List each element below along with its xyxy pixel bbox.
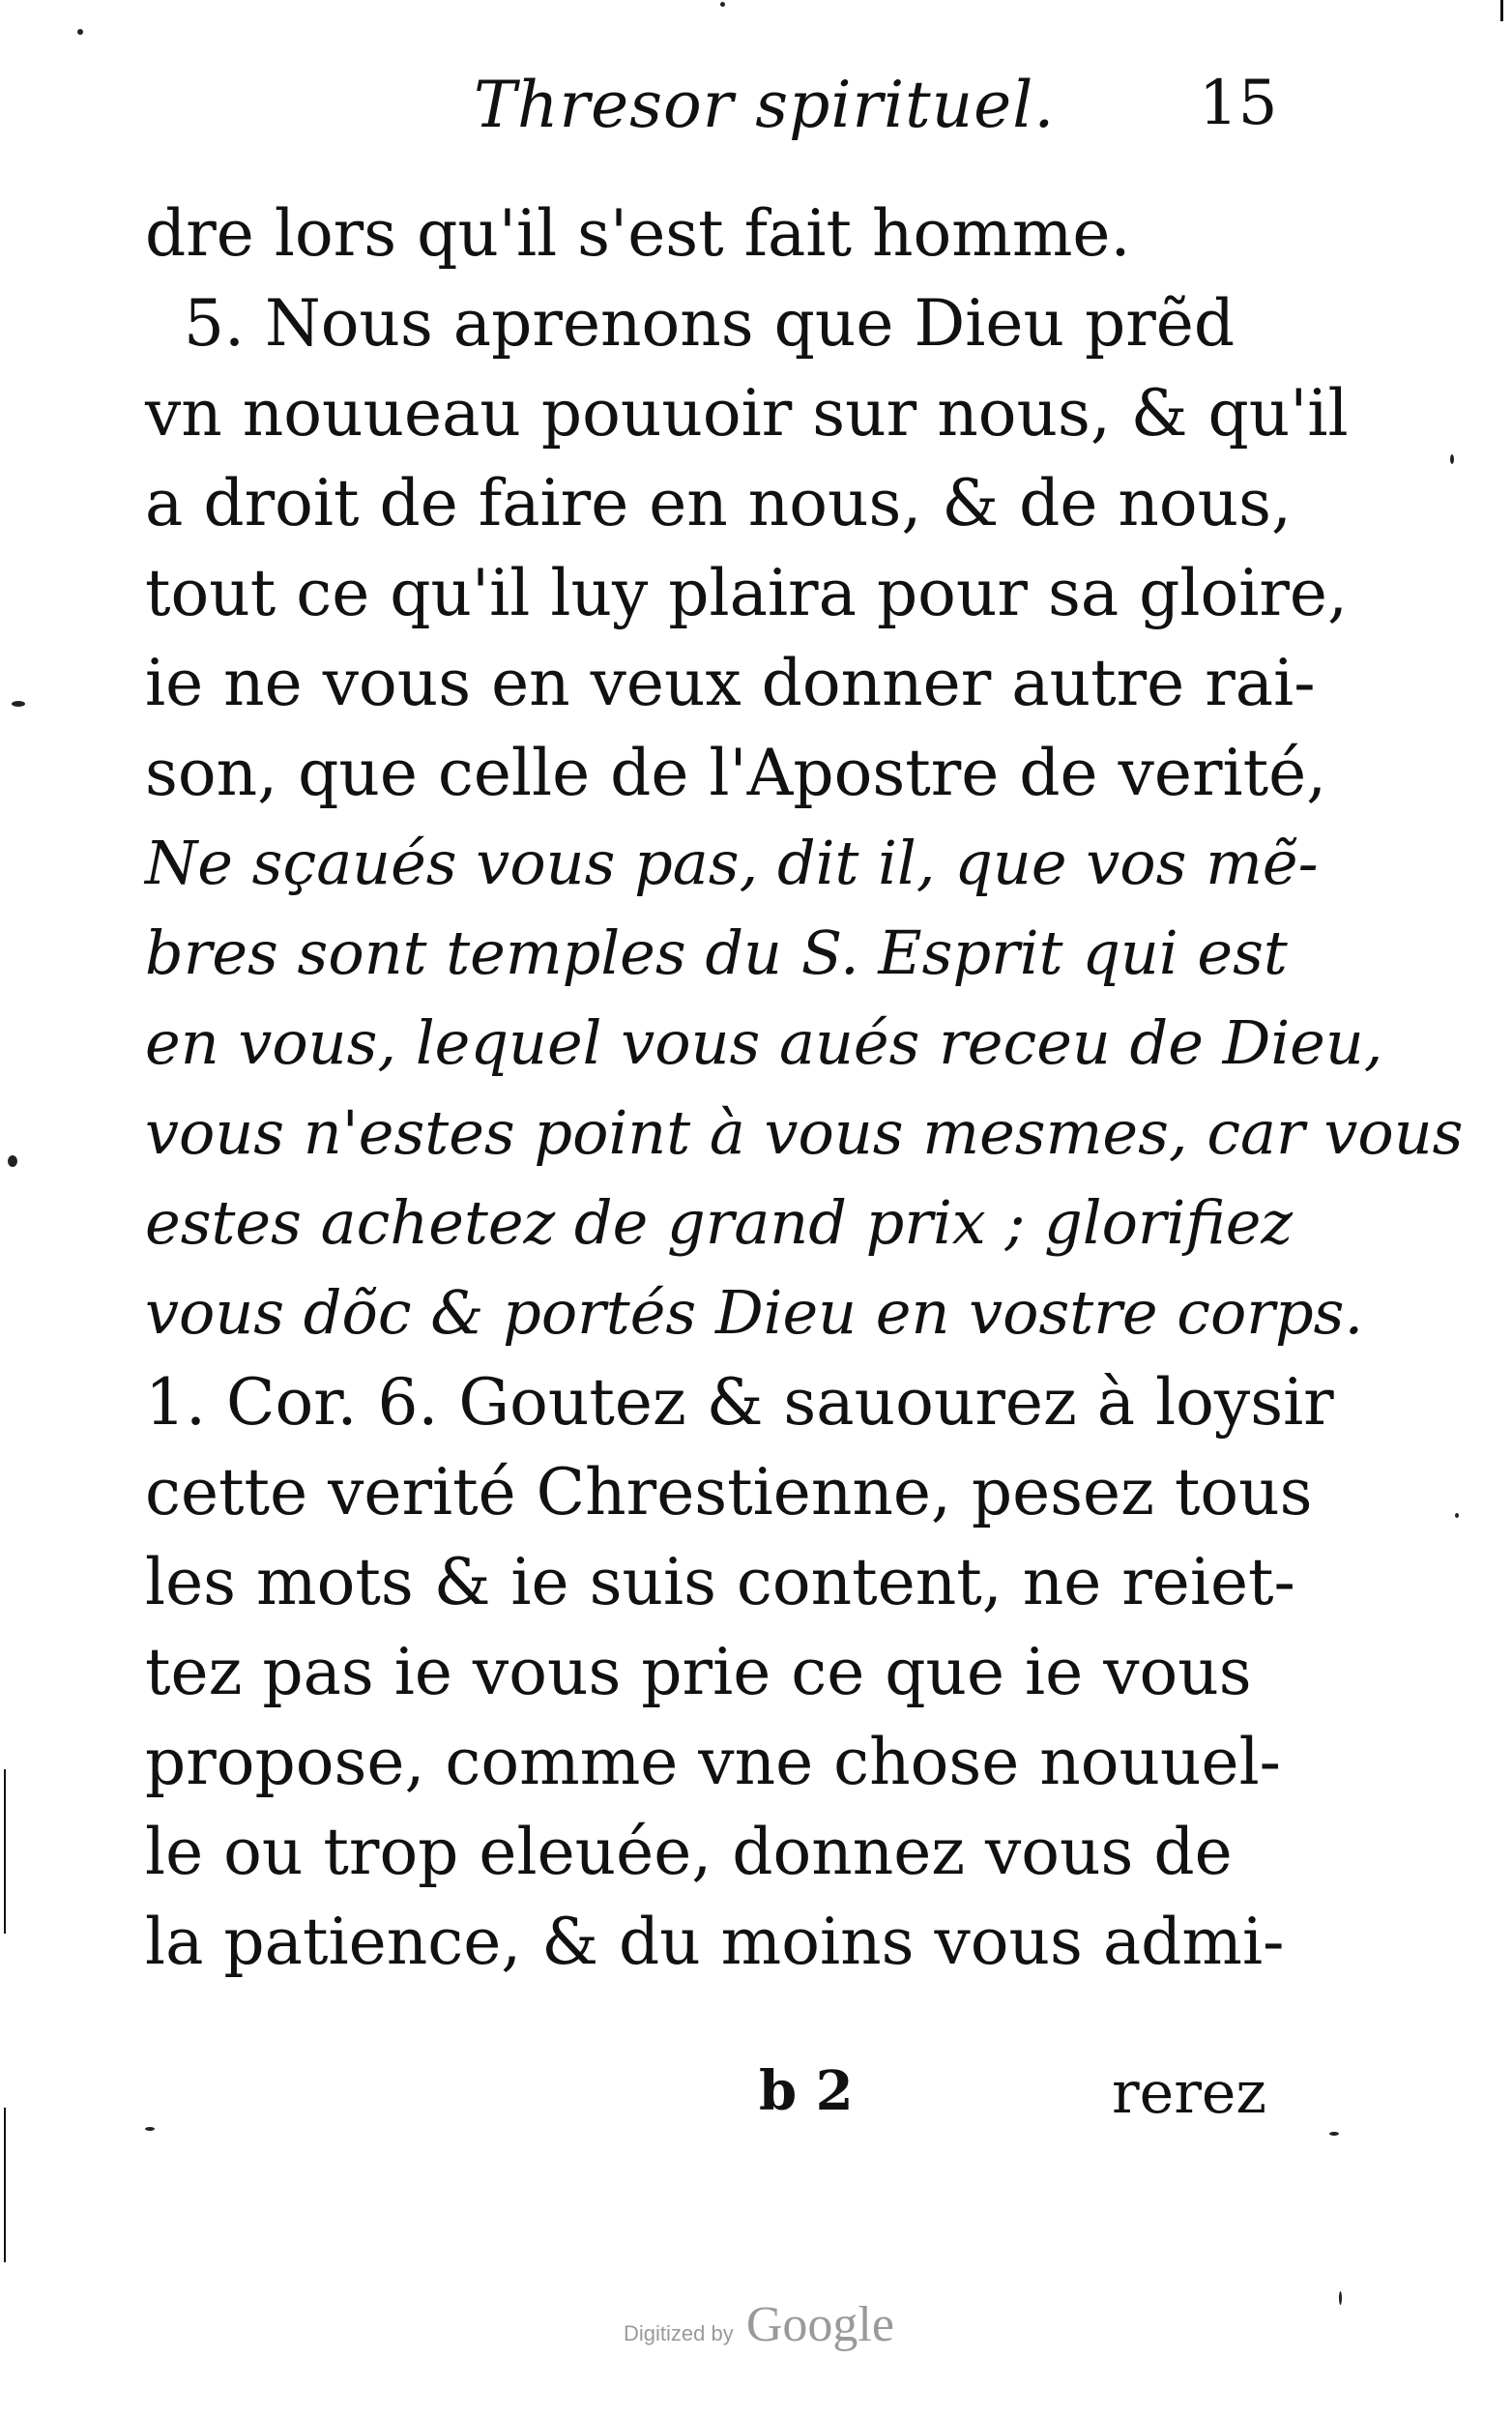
scan-speck [12,701,25,707]
scan-speck [1339,2291,1342,2305]
text-line: ie ne vous en veux donner autre rai- [145,646,1316,720]
page-edge-mark [1500,0,1503,21]
page-edge-mark [4,2108,6,2262]
scripture-quote-line: estes achetez de grand prix ; glorifiez [145,1187,1294,1258]
page-number: 15 [1199,68,1278,139]
text-line: son, que celle de l'Apostre de verité, [145,736,1327,810]
scan-speck [77,29,83,35]
scripture-quote-line: en vous, lequel vous aués receu de Dieu, [145,1007,1383,1078]
text-line: les mots & ie suis content, ne reiet- [145,1545,1295,1619]
text-line: vn nouueau pouuoir sur nous, & qu'il [145,376,1349,451]
page-edge-mark [4,1769,6,1934]
scan-speck [145,2127,155,2131]
scripture-quote-line: vous dõc & portés Dieu en vostre corps. [145,1277,1364,1348]
scan-speck [1329,2132,1339,2136]
text-line: 5. Nous aprenons que Dieu prẽd [184,286,1236,361]
digitization-watermark [624,2296,894,2353]
body-text [145,189,1464,1987]
text-line: tez pas ie vous prie ce que ie vous [145,1635,1252,1709]
catchline [145,2059,1266,2146]
text-line: propose, comme vne chose nouuel- [145,1725,1281,1799]
text-line: 1. Cor. 6. Goutez & sauourez à loysir [145,1365,1334,1440]
scan-speck [720,2,725,7]
text-line: a droit de faire en nous, & de nous, [145,466,1292,540]
text-line: dre lors qu'il s'est fait homme. [145,196,1131,271]
scan-speck [1455,1513,1459,1518]
watermark-prefix: Digitized by [624,2321,734,2345]
running-head: Thresor spirituel. [474,68,1056,142]
catchword: rerez [1112,2059,1266,2127]
text-line: tout ce qu'il luy plaira pour sa gloire, [145,556,1348,630]
scripture-quote-line: Ne sçaués vous pas, dit il, que vos mẽ- [145,828,1319,898]
scripture-quote-line: bres sont temples du S. Esprit qui est [145,917,1288,988]
signature-mark: b 2 [759,2059,854,2123]
text-line: cette verité Chrestienne, pesez tous [145,1455,1313,1529]
text-line: le ou trop eleuée, donnez vous de [145,1815,1233,1889]
scan-speck [8,1155,17,1167]
scripture-quote-line: vous n'estes point à vous mesmes, car vous [145,1097,1464,1168]
text-line: la patience, & du moins vous admi- [145,1905,1285,1979]
google-logo: Google [745,2297,894,2352]
scan-speck [1450,454,1454,464]
